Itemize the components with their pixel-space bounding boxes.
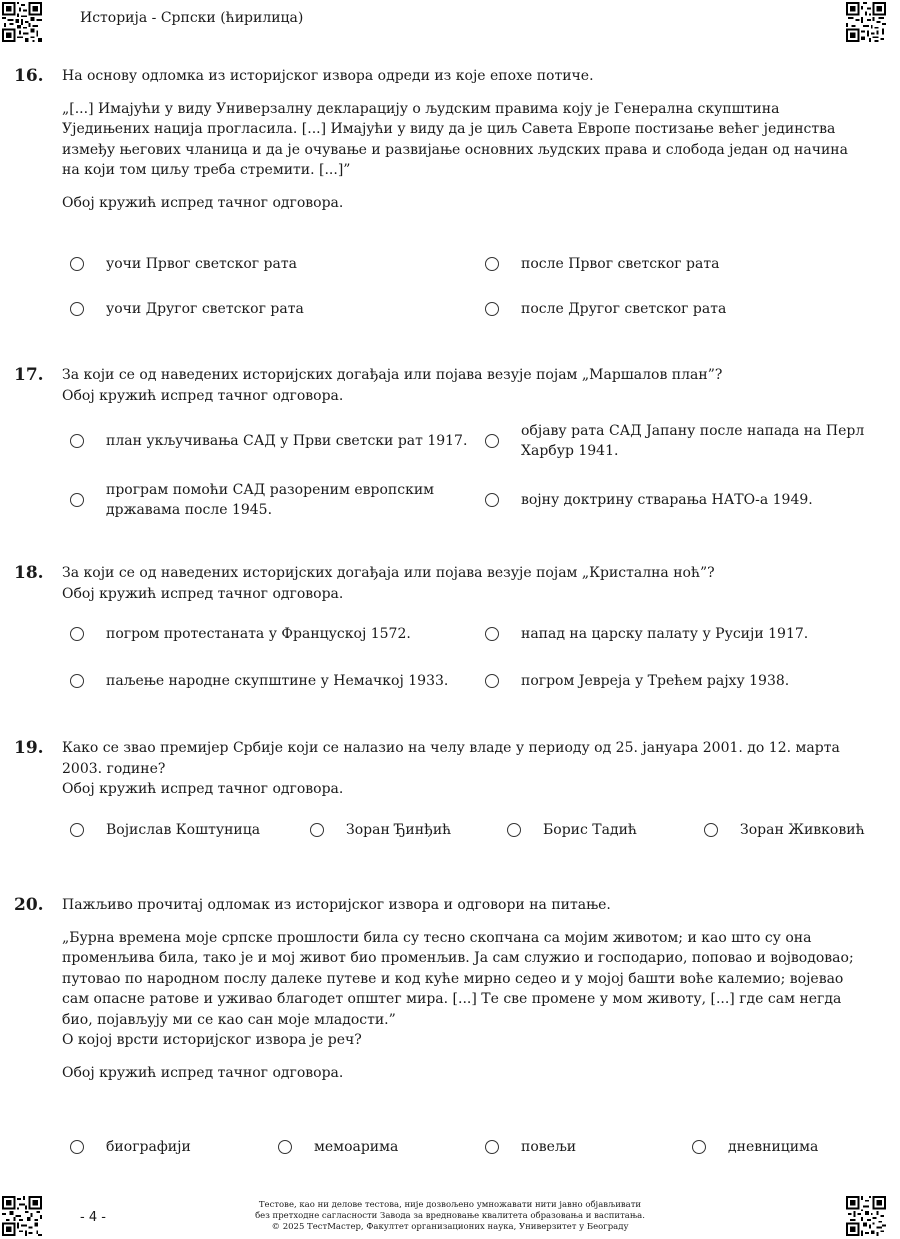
answer-option[interactable] (70, 671, 470, 691)
answer-option[interactable] (704, 820, 894, 840)
option-label: паљење народне скупштине у Немачкој 1933. (106, 673, 449, 689)
radio-circle-icon[interactable] (485, 302, 499, 316)
radio-circle-icon[interactable] (70, 823, 84, 837)
option-label: после Другог светског рата (521, 301, 727, 317)
option-label: уочи Другог светског рата (106, 301, 304, 317)
copyright-line: Тестове, као ни делове тестова, није дозвољено умножавати нити јавно објављивати (258, 1200, 642, 1210)
question-18 (14, 563, 870, 604)
radio-circle-icon[interactable] (485, 674, 499, 688)
option-label: мемоарима (314, 1139, 399, 1155)
radio-circle-icon[interactable] (70, 257, 84, 271)
answer-option[interactable] (485, 421, 865, 461)
radio-circle-icon[interactable] (70, 493, 84, 507)
option-label: после Првог светског рата (521, 256, 720, 272)
radio-circle-icon[interactable] (485, 1140, 499, 1154)
radio-circle-icon[interactable] (70, 674, 84, 688)
copyright-line: без претходне сагласности Завода за вредновање квалитета образовања и васпитања. (255, 1211, 645, 1221)
source-excerpt: „[...] Имајући у виду Универзалну декларацију о људским правима коју је Генерална скупштина Уједињених нација прогласила. [...] Имајући у виду да је циљ Савета Европе постизање већег јединства између његових чланица и да је очување и развијање основних људских права и слобода један од начина на који том циљу треба стремити. [...]” (62, 100, 848, 178)
option-label: повељи (521, 1139, 577, 1155)
option-label: објаву рата САД Јапану после напада на Перл Харбур 1941. (521, 423, 865, 459)
option-label: Борис Тадић (543, 822, 637, 838)
qr-code-bottom-left-icon (2, 1196, 42, 1236)
question-number: 16. (14, 66, 44, 86)
question-prompt: Пажљиво прочитај одломак из историјског извора и одговори на питање. (62, 897, 611, 913)
option-label: Зоран Ђинђић (346, 822, 452, 838)
option-label: погром Јевреја у Трећем рајху 1938. (521, 673, 790, 689)
answer-option[interactable] (485, 299, 875, 319)
option-label: погром протестаната у Француској 1572. (106, 626, 411, 642)
question-17 (14, 365, 870, 406)
answer-instruction: Обој кружић испред тачног одговора. (62, 585, 344, 602)
answer-option[interactable] (70, 299, 460, 319)
answer-option[interactable] (507, 820, 697, 840)
radio-circle-icon[interactable] (485, 257, 499, 271)
answer-option[interactable] (70, 480, 440, 520)
copyright-line: © 2025 ТестМастер, Факултет организационих наука, Универзитет у Београду (271, 1222, 629, 1232)
question-prompt: Како се звао премијер Србије који се налазио на челу владе у периоду од 25. јануара 2001. до 12. марта 2003. године? (62, 740, 840, 777)
answer-option[interactable] (310, 820, 500, 840)
question-prompt: За који се од наведених историјских догађаја или појава везује појам „Маршалов план”? (62, 367, 723, 383)
option-label: програм помоћи САД разореним европским државама после 1945. (106, 482, 435, 518)
radio-circle-icon[interactable] (485, 493, 499, 507)
answer-option[interactable] (70, 624, 470, 644)
option-label: Зоран Живковић (740, 822, 865, 838)
answer-option[interactable] (70, 820, 300, 840)
radio-circle-icon[interactable] (70, 627, 84, 641)
answer-option[interactable] (485, 671, 875, 691)
radio-circle-icon[interactable] (485, 434, 499, 448)
question-number: 17. (14, 365, 44, 385)
question-19 (14, 738, 870, 800)
option-label: уочи Првог светског рата (106, 256, 297, 272)
radio-circle-icon[interactable] (310, 823, 324, 837)
answer-option[interactable] (485, 1137, 685, 1157)
copyright-note (200, 1200, 700, 1233)
question-prompt: За који се од наведених историјских догађаја или појава везује појам „Кристална ноћ”? (62, 565, 715, 581)
option-label: биографији (106, 1139, 191, 1155)
answer-instruction: Обој кружић испред тачног одговора. (62, 1064, 344, 1081)
answer-option[interactable] (485, 254, 875, 274)
answer-option[interactable] (70, 431, 470, 451)
option-label: дневницима (728, 1139, 819, 1155)
option-label: Војислав Коштуница (106, 822, 261, 838)
qr-code-top-right-icon (846, 2, 886, 42)
answer-option[interactable] (278, 1137, 478, 1157)
radio-circle-icon[interactable] (70, 434, 84, 448)
answer-option[interactable] (485, 624, 875, 644)
radio-circle-icon[interactable] (70, 1140, 84, 1154)
option-label: план укључивања САД у Први светски рат 1917. (106, 433, 468, 449)
subject-header: Историја - Српски (ћирилица) (80, 10, 304, 26)
question-prompt: На основу одломка из историјског извора одреди из које епохе потиче. (62, 68, 594, 84)
answer-option[interactable] (70, 1137, 270, 1157)
question-number: 20. (14, 895, 44, 915)
answer-option[interactable] (692, 1137, 882, 1157)
radio-circle-icon[interactable] (704, 823, 718, 837)
radio-circle-icon[interactable] (278, 1140, 292, 1154)
radio-circle-icon[interactable] (692, 1140, 706, 1154)
page-number: - 4 - (80, 1210, 106, 1225)
question-20 (14, 895, 870, 1083)
answer-option[interactable] (70, 254, 460, 274)
answer-instruction: Обој кружић испред тачног одговора. (62, 781, 344, 797)
answer-instruction: Обој кружић испред тачног одговора. (62, 194, 344, 211)
option-label: напад на царску палату у Русији 1917. (521, 626, 809, 642)
answer-option[interactable] (485, 490, 875, 510)
answer-instruction: Обој кружић испред тачног одговора. (62, 387, 344, 404)
source-excerpt: „Бурна времена моје српске прошлости била су тесно скопчана са мојим животом; и као што су она променљива била, тако је и мој живот био променљив. Ја сам служио и господарио, поповао и војводовао; путовао по народном послу далеке путеве и код куће мирно седео и у мојој башти воће калемио; војевао сам опасне ратове и уживао благодет општег мира. [...] Те све промене у мом животу, [...] где сам негда био, појављују ми се као сан моје младости.” (62, 929, 854, 1028)
radio-circle-icon[interactable] (70, 302, 84, 316)
radio-circle-icon[interactable] (507, 823, 521, 837)
question-number: 18. (14, 563, 44, 583)
qr-code-top-left-icon (2, 2, 42, 42)
question-number: 19. (14, 738, 44, 758)
radio-circle-icon[interactable] (485, 627, 499, 641)
question-16 (14, 66, 870, 213)
qr-code-bottom-right-icon (846, 1196, 886, 1236)
option-label: војну доктрину стварања НАТО-а 1949. (521, 492, 813, 508)
question-sub-prompt: О којој врсти историјског извора је реч? (62, 1032, 362, 1048)
